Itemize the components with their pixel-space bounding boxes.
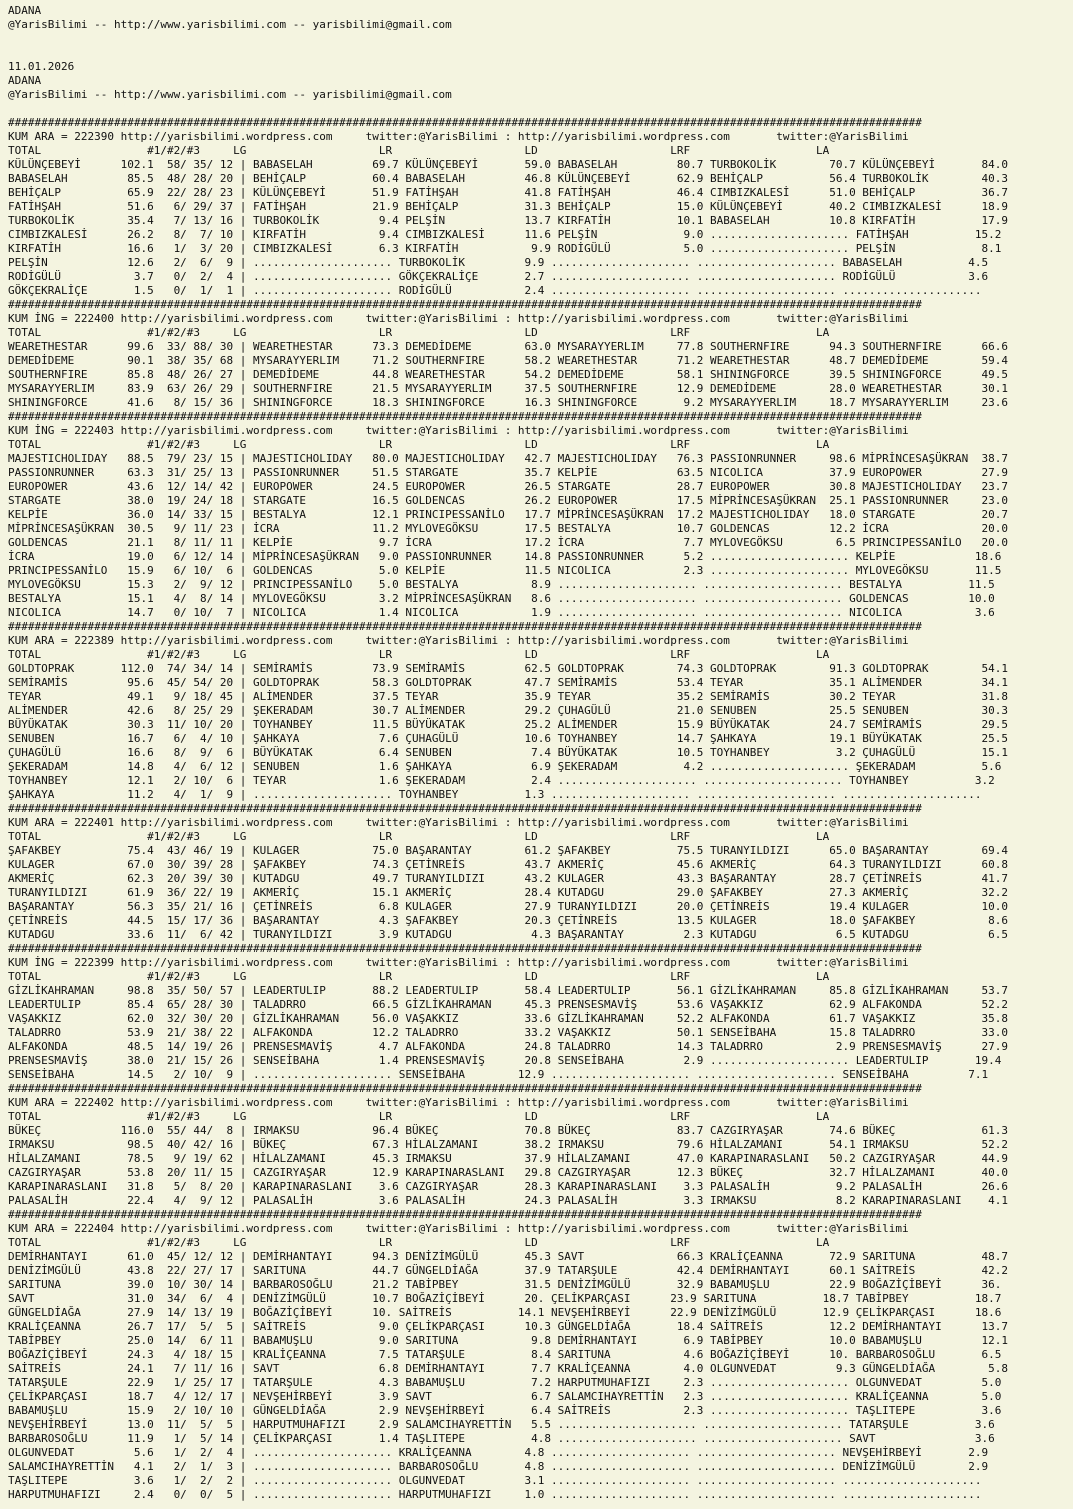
table-row: ŞAHKAYA 11.2 4/ 1/ 9 | ..................... TOYHANBEY 1.3 ..................... ..................... ..................... xyxy=(8,788,982,801)
column-header: TOTAL #1/#2/#3 LG LR LD LRF LA xyxy=(8,1236,830,1249)
table-row: HARPUTMUHAFIZI 2.4 0/ 0/ 5 | ..................... HARPUTMUHAFIZI 1.0 ..................... ..................... ..................... xyxy=(8,1488,982,1501)
table-row: SEMİRAMİS 95.6 45/ 54/ 20 | GOLDTOPRAK 58.3 GOLDTOPRAK 47.7 SEMİRAMİS 53.4 TEYAR 35.1 ALİMENDER 34.1 xyxy=(8,676,1009,689)
table-row: PASSIONRUNNER 63.3 31/ 25/ 13 | PASSIONRUNNER 51.5 STARGATE 35.7 KELPİE 63.5 NICOLICA 37.9 EUROPOWER 27.9 xyxy=(8,466,1009,479)
text-line: ADANA xyxy=(8,74,42,87)
table-row: KIRFATİH 16.6 1/ 3/ 20 | CIMBIZKALESİ 6.3 KIRFATİH 9.9 RODİGÜLÜ 5.0 ..................... PELŞİN 8.1 xyxy=(8,242,1002,255)
table-row: IRMAKSU 98.5 40/ 42/ 16 | BÜKEÇ 67.3 HİLALZAMANI 38.2 IRMAKSU 79.6 HİLALZAMANI 54.1 IRMAKSU 52.2 xyxy=(8,1138,1009,1151)
table-row: AKMERİÇ 62.3 20/ 39/ 30 | KUTADGU 49.7 TURANYILDIZI 43.2 KULAGER 43.3 BAŞARANTAY 28.7 ÇETİNREİS 41.7 xyxy=(8,872,1009,885)
table-row: MYLOVEGÖKSU 15.3 2/ 9/ 12 | PRINCIPESSANİLO 5.0 BESTALYA 8.9 ..................... ..................... BESTALYA 11.5 xyxy=(8,578,995,591)
table-row: LEADERTULIP 85.4 65/ 28/ 30 | TALADRRO 66.5 GİZLİKAHRAMAN 45.3 PRENSESMAVİŞ 53.6 VAŞAKKIZ 62.9 ALFAKONDA 52.2 xyxy=(8,998,1009,1011)
table-row: PELŞİN 12.6 2/ 6/ 9 | ..................... TURBOKOLİK 9.9 ..................... ..................... BABASELAH 4.5 xyxy=(8,256,989,269)
table-row: BABASELAH 85.5 48/ 28/ 20 | BEHİÇALP 60.4 BABASELAH 46.8 KÜLÜNÇEBEYİ 62.9 BEHİÇALP 56.4 TURBOKOLİK 40.3 xyxy=(8,172,1009,185)
column-header: TOTAL #1/#2/#3 LG LR LD LRF LA xyxy=(8,648,830,661)
race-header: KUM İNG = 222400 http://yarisbilimi.wordpress.com twitter:@YarisBilimi : http://yarisbilimi.wordpress.com twitter:@YarisBilimi xyxy=(8,312,909,325)
table-row: SENSEİBAHA 14.5 2/ 10/ 9 | ..................... SENSEİBAHA 12.9 ..................... ..................... SENSEİBAHA 7.1 xyxy=(8,1068,989,1081)
table-row: OLGUNVEDAT 5.6 1/ 2/ 4 | ..................... KRALİÇEANNA 4.8 ..................... ..................... NEVŞEHİRBEYİ 2.9 xyxy=(8,1446,989,1459)
table-row: TOYHANBEY 12.1 2/ 10/ 6 | TEYAR 1.6 ŞEKERADAM 2.4 ..................... ..................... TOYHANBEY 3.2 xyxy=(8,774,995,787)
table-row: FATİHŞAH 51.6 6/ 29/ 37 | FATİHŞAH 21.9 BEHİÇALP 31.3 BEHİÇALP 15.0 KÜLÜNÇEBEYİ 40.2 CIMBIZKALESİ 18.9 xyxy=(8,200,1009,213)
separator-line: ########################################################################################################################################## xyxy=(8,298,922,311)
table-row: SAİTREİS 24.1 7/ 11/ 16 | SAVT 6.8 DEMİRHANTAYI 7.7 KRALİÇEANNA 4.0 OLGUNVEDAT 9.3 GÜNGELDİAĞA 5.8 xyxy=(8,1362,1009,1375)
separator-line: ########################################################################################################################################## xyxy=(8,620,922,633)
table-row: NICOLICA 14.7 0/ 10/ 7 | NICOLICA 1.4 NICOLICA 1.9 ..................... ..................... NICOLICA 3.6 xyxy=(8,606,995,619)
blank-line xyxy=(8,102,1073,116)
separator-line: ########################################################################################################################################## xyxy=(8,410,922,423)
table-row: STARGATE 38.0 19/ 24/ 18 | STARGATE 16.5 GOLDENCAS 26.2 EUROPOWER 17.5 MİPRİNCESAŞÜKRAN 25.1 PASSIONRUNNER 23.0 xyxy=(8,494,1009,507)
text-line: @YarisBilimi -- http://www.yarisbilimi.com -- yarisbilimi@gmail.com xyxy=(8,88,452,101)
table-row: KARAPINARASLANI 31.8 5/ 8/ 20 | KARAPINARASLANI 3.6 CAZGIRYAŞAR 28.3 KARAPINARASLANI 3.3 PALASALİH 9.2 PALASALİH 26.6 xyxy=(8,1180,1009,1193)
table-row: SAVT 31.0 34/ 6/ 4 | DENİZİMGÜLÜ 10.7 BOĞAZİÇİBEYİ 20. ÇELİKPARÇASI 23.9 SARITUNA 18.7 TABİPBEY 18.7 xyxy=(8,1292,1002,1305)
table-row: ÇELİKPARÇASI 18.7 4/ 12/ 17 | NEVŞEHİRBEYİ 3.9 SAVT 6.7 SALAMCIHAYRETTİN 2.3 ..................... KRALİÇEANNA 5.0 xyxy=(8,1390,1002,1403)
table-row: TEYAR 49.1 9/ 18/ 45 | ALİMENDER 37.5 TEYAR 35.9 TEYAR 35.2 SEMİRAMİS 30.2 TEYAR 31.8 xyxy=(8,690,1009,703)
table-row: İCRA 19.0 6/ 12/ 14 | MİPRİNCESAŞÜKRAN 9.0 PASSIONRUNNER 14.8 PASSIONRUNNER 5.2 ..................... KELPİE 18.6 xyxy=(8,550,1002,563)
column-header: TOTAL #1/#2/#3 LG LR LD LRF LA xyxy=(8,970,830,983)
table-row: BÜKEÇ 116.0 55/ 44/ 8 | IRMAKSU 96.4 BÜKEÇ 70.8 BÜKEÇ 83.7 CAZGIRYAŞAR 74.6 BÜKEÇ 61.3 xyxy=(8,1124,1009,1137)
table-row: TAŞLITEPE 3.6 1/ 2/ 2 | ..................... OLGUNVEDAT 3.1 ..................... ..................... ..................... xyxy=(8,1474,982,1487)
table-row: ÇETİNREİS 44.5 15/ 17/ 36 | BAŞARANTAY 4.3 ŞAFAKBEY 20.3 ÇETİNREİS 13.5 KULAGER 18.0 ŞAFAKBEY 8.6 xyxy=(8,914,1009,927)
table-row: KELPİE 36.0 14/ 33/ 15 | BESTALYA 12.1 PRINCIPESSANİLO 17.7 MİPRİNCESAŞÜKRAN 17.2 MAJESTICHOLIDAY 18.0 STARGATE 20.7 xyxy=(8,508,1009,521)
table-row: WEARETHESTAR 99.6 33/ 88/ 30 | WEARETHESTAR 73.3 DEMEDİDEME 63.0 MYSARAYYERLIM 77.8 SOUTHERNFIRE 94.3 SOUTHERNFIRE 66.6 xyxy=(8,340,1009,353)
table-row: NEVŞEHİRBEYİ 13.0 11/ 5/ 5 | HARPUTMUHAFIZI 2.9 SALAMCIHAYRETTİN 5.5 ..................... ..................... TATARŞULE 3.6 xyxy=(8,1418,995,1431)
table-row: KÜLÜNÇEBEYİ 102.1 58/ 35/ 12 | BABASELAH 69.7 KÜLÜNÇEBEYİ 59.0 BABASELAH 80.7 TURBOKOLİK 70.7 KÜLÜNÇEBEYİ 84.0 xyxy=(8,158,1009,171)
table-row: ALFAKONDA 48.5 14/ 19/ 26 | PRENSESMAVİŞ 4.7 ALFAKONDA 24.8 TALADRRO 14.3 TALADRRO 2.9 PRENSESMAVİŞ 27.9 xyxy=(8,1040,1009,1053)
table-row: VAŞAKKIZ 62.0 32/ 30/ 20 | GİZLİKAHRAMAN 56.0 VAŞAKKIZ 33.6 GİZLİKAHRAMAN 52.2 ALFAKONDA 61.7 VAŞAKKIZ 35.8 xyxy=(8,1012,1009,1025)
table-row: RODİGÜLÜ 3.7 0/ 2/ 4 | ..................... GÖKÇEKRALİÇE 2.7 ..................... ..................... RODİGÜLÜ 3.6 xyxy=(8,270,989,283)
column-header: TOTAL #1/#2/#3 LG LR LD LRF LA xyxy=(8,438,830,451)
table-row: BEHİÇALP 65.9 22/ 28/ 23 | KÜLÜNÇEBEYİ 51.9 FATİHŞAH 41.8 FATİHŞAH 46.4 CIMBIZKALESİ 51.0 BEHİÇALP 36.7 xyxy=(8,186,1009,199)
table-row: CIMBIZKALESİ 26.2 8/ 7/ 10 | KIRFATİH 9.4 CIMBIZKALESİ 11.6 PELŞİN 9.0 ..................... FATİHŞAH 15.2 xyxy=(8,228,1002,241)
race-header: KUM İNG = 222399 http://yarisbilimi.wordpress.com twitter:@YarisBilimi : http://yarisbilimi.wordpress.com twitter:@YarisBilimi xyxy=(8,956,909,969)
table-row: PRINCIPESSANİLO 15.9 6/ 10/ 6 | GOLDENCAS 5.0 KELPİE 11.5 NICOLICA 2.3 ..................... MYLOVEGÖKSU 11.5 xyxy=(8,564,1002,577)
column-header: TOTAL #1/#2/#3 LG LR LD LRF LA xyxy=(8,144,830,157)
table-row: GÜNGELDİAĞA 27.9 14/ 13/ 19 | BOĞAZİÇİBEYİ 10. SAİTREİS 14.1 NEVŞEHİRBEYİ 22.9 DENİZİMGÜLÜ 12.9 ÇELİKPARÇASI 18.6 xyxy=(8,1306,1002,1319)
column-header: TOTAL #1/#2/#3 LG LR LD LRF LA xyxy=(8,326,830,339)
table-row: BÜYÜKATAK 30.3 11/ 10/ 20 | TOYHANBEY 11.5 BÜYÜKATAK 25.2 ALİMENDER 15.9 BÜYÜKATAK 24.7 SEMİRAMİS 29.5 xyxy=(8,718,1009,731)
table-row: GOLDENCAS 21.1 8/ 11/ 11 | KELPİE 9.7 İCRA 17.2 İCRA 7.7 MYLOVEGÖKSU 6.5 PRINCIPESSANİLO 20.0 xyxy=(8,536,1009,549)
separator-line: ########################################################################################################################################## xyxy=(8,1208,922,1221)
text-line: @YarisBilimi -- http://www.yarisbilimi.com -- yarisbilimi@gmail.com xyxy=(8,18,452,31)
text-line: ADANA xyxy=(8,4,42,17)
separator-line: ########################################################################################################################################## xyxy=(8,802,922,815)
table-row: BARBAROSOĞLU 11.9 1/ 5/ 14 | ÇELİKPARÇASI 1.4 TAŞLITEPE 4.8 ..................... ..................... SAVT 3.6 xyxy=(8,1432,995,1445)
table-row: GÖKÇEKRALİÇE 1.5 0/ 1/ 1 | ..................... RODİGÜLÜ 2.4 ..................... ..................... ..................... xyxy=(8,284,982,297)
table-row: DEMEDİDEME 90.1 38/ 35/ 68 | MYSARAYYERLIM 71.2 SOUTHERNFIRE 58.2 WEARETHESTAR 71.2 WEARETHESTAR 48.7 DEMEDİDEME 59.4 xyxy=(8,354,1009,367)
table-row: MİPRİNCESAŞÜKRAN 30.5 9/ 11/ 23 | İCRA 11.2 MYLOVEGÖKSU 17.5 BESTALYA 10.7 GOLDENCAS 12.2 İCRA 20.0 xyxy=(8,522,1009,535)
table-row: BESTALYA 15.1 4/ 8/ 14 | MYLOVEGÖKSU 3.2 MİPRİNCESAŞÜKRAN 8.6 ..................... ..................... GOLDENCAS 10.0 xyxy=(8,592,995,605)
table-row: CAZGIRYAŞAR 53.8 20/ 11/ 15 | CAZGIRYAŞAR 12.9 KARAPINARASLANI 29.8 CAZGIRYAŞAR 12.3 BÜKEÇ 32.7 HİLALZAMANI 40.0 xyxy=(8,1166,1009,1179)
table-row: SARITUNA 39.0 10/ 30/ 14 | BARBAROSOĞLU 21.2 TABİPBEY 31.5 DENİZİMGÜLÜ 32.9 BABAMUŞLU 22.9 BOĞAZİÇİBEYİ 36. xyxy=(8,1278,1002,1291)
column-header: TOTAL #1/#2/#3 LG LR LD LRF LA xyxy=(8,830,830,843)
table-row: PALASALİH 22.4 4/ 9/ 12 | PALASALİH 3.6 PALASALİH 24.3 PALASALİH 3.3 IRMAKSU 8.2 KARAPINARASLANI 4.1 xyxy=(8,1194,1009,1207)
table-row: BABAMUŞLU 15.9 2/ 10/ 10 | GÜNGELDİAĞA 2.9 NEVŞEHİRBEYİ 6.4 SAİTREİS 2.3 ..................... TAŞLITEPE 3.6 xyxy=(8,1404,1002,1417)
separator-line: ########################################################################################################################################## xyxy=(8,942,922,955)
separator-line: ########################################################################################################################################## xyxy=(8,1082,922,1095)
table-row: SENUBEN 16.7 6/ 4/ 10 | ŞAHKAYA 7.6 ÇUHAGÜLÜ 10.6 TOYHANBEY 14.7 ŞAHKAYA 19.1 BÜYÜKATAK 25.5 xyxy=(8,732,1009,745)
table-row: TURBOKOLİK 35.4 7/ 13/ 16 | TURBOKOLİK 9.4 PELŞİN 13.7 KIRFATİH 10.1 BABASELAH 10.8 KIRFATİH 17.9 xyxy=(8,214,1009,227)
race-header: KUM ARA = 222402 http://yarisbilimi.wordpress.com twitter:@YarisBilimi : http://yarisbilimi.wordpress.com twitter:@YarisBilimi xyxy=(8,1096,909,1109)
table-row: TATARŞULE 22.9 1/ 25/ 17 | TATARŞULE 4.3 BABAMUŞLU 7.2 HARPUTMUHAFIZI 2.3 ..................... OLGUNVEDAT 5.0 xyxy=(8,1376,1002,1389)
separator-line: ########################################################################################################################################## xyxy=(8,116,922,129)
race-header: KUM ARA = 222390 http://yarisbilimi.wordpress.com twitter:@YarisBilimi : http://yarisbilimi.wordpress.com twitter:@YarisBilimi xyxy=(8,130,909,143)
blank-line xyxy=(8,46,1073,60)
table-row: MAJESTICHOLIDAY 88.5 79/ 23/ 15 | MAJESTICHOLIDAY 80.0 MAJESTICHOLIDAY 42.7 MAJESTICHOLIDAY 76.3 PASSIONRUNNER 98.6 MİPRİNCESAŞÜKRAN 38.7 xyxy=(8,452,1009,465)
table-row: KULAGER 67.0 30/ 39/ 28 | ŞAFAKBEY 74.3 ÇETİNREİS 43.7 AKMERİÇ 45.6 AKMERİÇ 64.3 TURANYILDIZI 60.8 xyxy=(8,858,1009,871)
table-row: MYSARAYYERLIM 83.9 63/ 26/ 29 | SOUTHERNFIRE 21.5 MYSARAYYERLIM 37.5 SOUTHERNFIRE 12.9 DEMEDİDEME 28.0 WEARETHESTAR 30.1 xyxy=(8,382,1009,395)
column-header: TOTAL #1/#2/#3 LG LR LD LRF LA xyxy=(8,1110,830,1123)
race-header: KUM İNG = 222403 http://yarisbilimi.wordpress.com twitter:@YarisBilimi : http://yarisbilimi.wordpress.com twitter:@YarisBilimi xyxy=(8,424,909,437)
table-row: TALADRRO 53.9 21/ 38/ 22 | ALFAKONDA 12.2 TALADRRO 33.2 VAŞAKKIZ 50.1 SENSEİBAHA 15.8 TALADRRO 33.0 xyxy=(8,1026,1009,1039)
blank-line xyxy=(8,32,1073,46)
table-row: KUTADGU 33.6 11/ 6/ 42 | TURANYILDIZI 3.9 KUTADGU 4.3 BAŞARANTAY 2.3 KUTADGU 6.5 KUTADGU 6.5 xyxy=(8,928,1009,941)
table-row: HİLALZAMANI 78.5 9/ 19/ 62 | HİLALZAMANI 45.3 IRMAKSU 37.9 HİLALZAMANI 47.0 KARAPINARASLANI 50.2 CAZGIRYAŞAR 44.9 xyxy=(8,1152,1009,1165)
table-row: GİZLİKAHRAMAN 98.8 35/ 50/ 57 | LEADERTULIP 88.2 LEADERTULIP 58.4 LEADERTULIP 56.1 GİZLİKAHRAMAN 85.8 GİZLİKAHRAMAN 53.7 xyxy=(8,984,1009,997)
race-header: KUM ARA = 222404 http://yarisbilimi.wordpress.com twitter:@YarisBilimi : http://yarisbilimi.wordpress.com twitter:@YarisBilimi xyxy=(8,1222,909,1235)
table-row: BOĞAZİÇİBEYİ 24.3 4/ 18/ 15 | KRALİÇEANNA 7.5 TATARŞULE 8.4 SARITUNA 4.6 BOĞAZİÇİBEYİ 10. BARBAROSOĞLU 6.5 xyxy=(8,1348,1002,1361)
table-row: GOLDTOPRAK 112.0 74/ 34/ 14 | SEMİRAMİS 73.9 SEMİRAMİS 62.5 GOLDTOPRAK 74.3 GOLDTOPRAK 91.3 GOLDTOPRAK 54.1 xyxy=(8,662,1009,675)
table-row: EUROPOWER 43.6 12/ 14/ 42 | EUROPOWER 24.5 EUROPOWER 26.5 STARGATE 28.7 EUROPOWER 30.8 MAJESTICHOLIDAY 23.7 xyxy=(8,480,1009,493)
table-row: ÇUHAGÜLÜ 16.6 8/ 9/ 6 | BÜYÜKATAK 6.4 SENUBEN 7.4 BÜYÜKATAK 10.5 TOYHANBEY 3.2 ÇUHAGÜLÜ 15.1 xyxy=(8,746,1009,759)
table-row: SALAMCIHAYRETTİN 4.1 2/ 1/ 3 | ..................... BARBAROSOĞLU 4.8 ..................... ..................... DENİZİMGÜLÜ 2.9 xyxy=(8,1460,989,1473)
table-row: SOUTHERNFIRE 85.8 48/ 26/ 27 | DEMEDİDEME 44.8 WEARETHESTAR 54.2 DEMEDİDEME 58.1 SHININGFORCE 39.5 SHININGFORCE 49.5 xyxy=(8,368,1009,381)
table-row: ŞEKERADAM 14.8 4/ 6/ 12 | SENUBEN 1.6 ŞAHKAYA 6.9 ŞEKERADAM 4.2 ..................... ŞEKERADAM 5.6 xyxy=(8,760,1002,773)
table-row: SHININGFORCE 41.6 8/ 15/ 36 | SHININGFORCE 18.3 SHININGFORCE 16.3 SHININGFORCE 9.2 MYSARAYYERLIM 18.7 MYSARAYYERLIM 23.6 xyxy=(8,396,1009,409)
race-header: KUM ARA = 222401 http://yarisbilimi.wordpress.com twitter:@YarisBilimi : http://yarisbilimi.wordpress.com twitter:@YarisBilimi xyxy=(8,816,909,829)
table-row: ALİMENDER 42.6 8/ 25/ 29 | ŞEKERADAM 30.7 ALİMENDER 29.2 ÇUHAGÜLÜ 21.0 SENUBEN 25.5 SENUBEN 30.3 xyxy=(8,704,1009,717)
table-row: TURANYILDIZI 61.9 36/ 22/ 19 | AKMERİÇ 15.1 AKMERİÇ 28.4 KUTADGU 29.0 ŞAFAKBEY 27.3 AKMERİÇ 32.2 xyxy=(8,886,1009,899)
table-row: DEMİRHANTAYI 61.0 45/ 12/ 12 | DEMİRHANTAYI 94.3 DENİZİMGÜLÜ 45.3 SAVT 66.3 KRALİÇEANNA 72.9 SARITUNA 48.7 xyxy=(8,1250,1009,1263)
text-line: 11.01.2026 xyxy=(8,60,75,73)
race-header: KUM ARA = 222389 http://yarisbilimi.wordpress.com twitter:@YarisBilimi : http://yarisbilimi.wordpress.com twitter:@YarisBilimi xyxy=(8,634,909,647)
table-row: KRALİÇEANNA 26.7 17/ 5/ 5 | SAİTREİS 9.0 ÇELİKPARÇASI 10.3 GÜNGELDİAĞA 18.4 SAİTREİS 12.2 DEMİRHANTAYI 13.7 xyxy=(8,1320,1009,1333)
table-row: ŞAFAKBEY 75.4 43/ 46/ 19 | KULAGER 75.0 BAŞARANTAY 61.2 ŞAFAKBEY 75.5 TURANYILDIZI 65.0 BAŞARANTAY 69.4 xyxy=(8,844,1009,857)
table-row: PRENSESMAVİŞ 38.0 21/ 15/ 26 | SENSEİBAHA 1.4 PRENSESMAVİŞ 20.8 SENSEİBAHA 2.9 ..................... LEADERTULIP 19.4 xyxy=(8,1054,1002,1067)
table-row: DENİZİMGÜLÜ 43.8 22/ 27/ 17 | SARITUNA 44.7 GÜNGELDİAĞA 37.9 TATARŞULE 42.4 DEMİRHANTAYI 60.1 SAİTREİS 42.2 xyxy=(8,1264,1009,1277)
table-row: TABİPBEY 25.0 14/ 6/ 11 | BABAMUŞLU 9.0 SARITUNA 9.8 DEMİRHANTAYI 6.9 TABİPBEY 10.0 BABAMUŞLU 12.1 xyxy=(8,1334,1009,1347)
table-row: BAŞARANTAY 56.3 35/ 21/ 16 | ÇETİNREİS 6.8 KULAGER 27.9 TURANYILDIZI 20.0 ÇETİNREİS 19.4 KULAGER 10.0 xyxy=(8,900,1009,913)
